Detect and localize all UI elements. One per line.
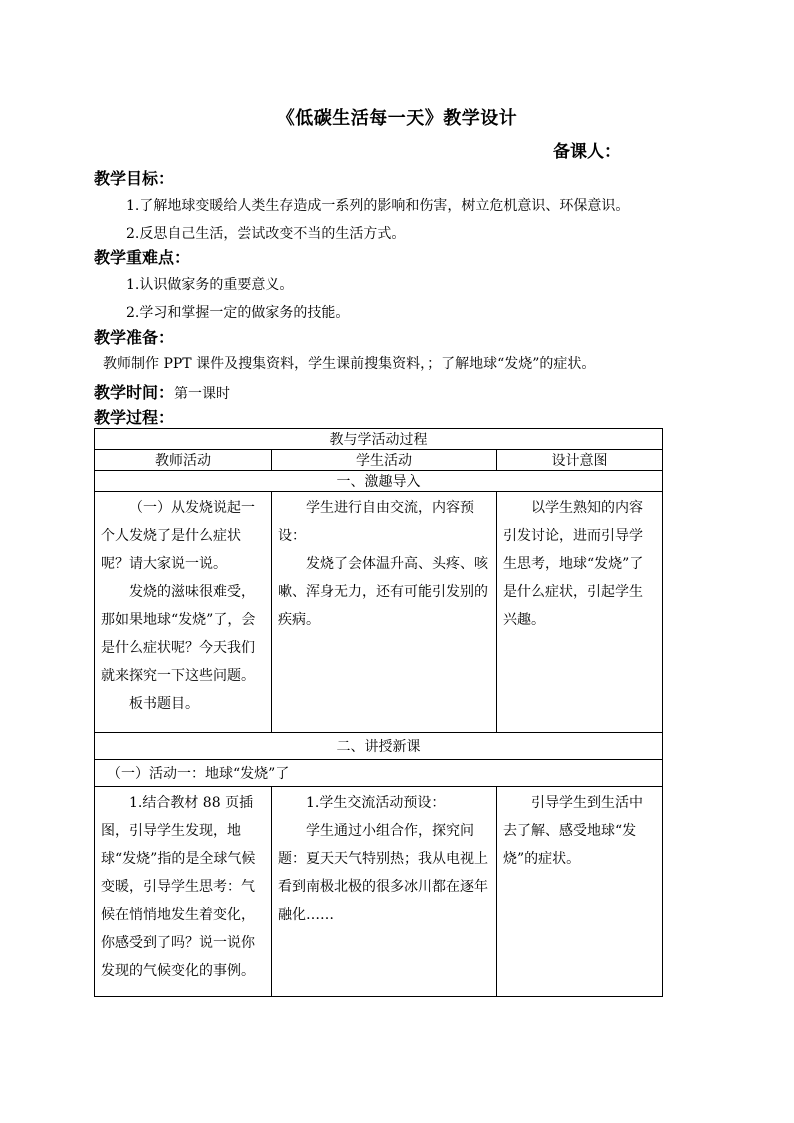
preparation-text: 教师制作 PPT 课件及搜集资料，学生课前搜集资料，；了解地球“发烧”的症状。	[103, 356, 596, 372]
objective-item-1: 1.了解地球变暖给人类生存造成一系列的影响和伤害，树立危机意识、环保意识。	[126, 198, 630, 214]
section1-student-para-1: 学生进行自由交流，内容预设：	[278, 500, 474, 544]
process-table	[94, 428, 663, 997]
time-heading: 教学时间：	[94, 383, 175, 402]
section2-student-para-1: 1.学生交流活动预设：	[306, 795, 446, 811]
section1-teacher-para-1: （一）从发烧说起一个人发烧了是什么症状呢？请大家说一说。	[101, 500, 255, 572]
section1-student-cell	[272, 492, 497, 733]
process-heading: 教学过程：	[94, 408, 175, 427]
section2-teacher-cell	[95, 787, 272, 997]
section1-intent-cell	[497, 492, 663, 733]
section2-intent-para-1: 引导学生到生活中去了解、感受地球“发烧”的症状。	[503, 795, 643, 867]
section2-student-para-2: 学生通过小组合作，探究问题：夏天天气特别热；我从电视上看到南极北极的很多冰川都在逐年融化……	[278, 823, 488, 923]
section2-subtitle: （一）活动一：地球“发烧”了	[95, 760, 663, 787]
preparer-label: 备课人：	[553, 142, 621, 162]
key-point-item-1: 1.认识做家务的重要意义。	[126, 277, 294, 293]
section1-teacher-cell	[95, 492, 272, 733]
section2-student-cell	[272, 787, 497, 997]
table-caption: 教与学活动过程	[95, 429, 663, 450]
time-row	[94, 380, 230, 403]
objective-item-2: 2.反思自己生活，尝试改变不当的生活方式。	[126, 226, 406, 242]
section1-student-para-2: 发烧了会体温升高、头疼、咳嗽、浑身无力，还有可能引发别的疾病。	[278, 556, 488, 628]
section1-teacher-para-3: 板书题目。	[129, 696, 199, 712]
section1-teacher-para-2: 发烧的滋味很难受，那如果地球“发烧”了，会是什么症状呢？今天我们就来探究一下这些问题。	[101, 584, 256, 684]
section-title-1: 一、激趣导入	[95, 471, 663, 492]
section2-teacher-para-1: 1.结合教材 88 页插图，引导学生发现，地球“发烧”指的是全球气候变暖，引导学生思考：气候在悄悄地发生着变化，你感受到了吗？说一说你发现的气候变化的事例。	[101, 795, 256, 979]
column-header-student: 学生活动	[272, 450, 497, 471]
document-title: 《低碳生活每一天》教学设计	[276, 108, 518, 129]
section2-intent-cell	[497, 787, 663, 997]
section1-intent-para-1: 以学生熟知的内容引发讨论，进而引导学生思考，地球“发烧”了是什么症状，引起学生兴趣。	[503, 500, 644, 628]
time-value: 第一课时	[174, 386, 231, 402]
section-title-2: 二、讲授新课	[95, 733, 663, 760]
column-header-teacher: 教师活动	[95, 450, 272, 471]
objectives-heading: 教学目标：	[94, 169, 175, 188]
column-header-intent: 设计意图	[497, 450, 663, 471]
key-points-heading: 教学重难点：	[94, 248, 191, 267]
key-point-item-2: 2.学习和掌握一定的做家务的技能。	[126, 305, 350, 321]
preparation-heading: 教学准备：	[94, 328, 175, 347]
